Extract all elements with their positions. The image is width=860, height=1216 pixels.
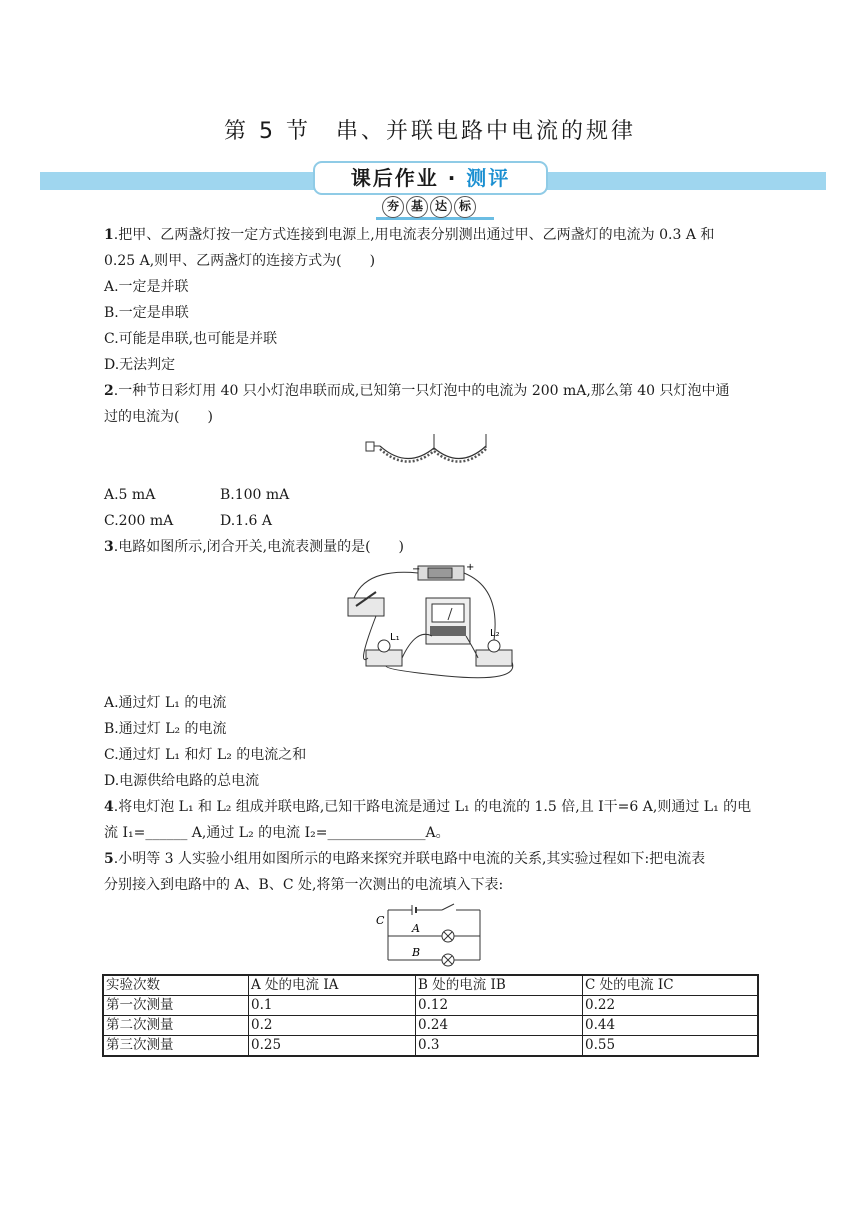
q4-number: 4 xyxy=(104,799,114,815)
q1-option-c: C.可能是串联,也可能是并联 xyxy=(104,331,278,347)
data-table xyxy=(102,974,759,1057)
q1-number: 1 xyxy=(104,227,114,243)
table-header: A 处的电流 IA xyxy=(249,975,416,996)
q5-text xyxy=(104,849,705,869)
q3-text xyxy=(104,537,404,557)
q4-line1: .将电灯泡 L₁ 和 L₂ 组成并联电路,已知干路电流是通过 L₁ 的电流的 1.5 倍,且 I干=6 A,则通过 L₁ 的电 xyxy=(113,799,752,815)
circuit-photo-figure xyxy=(326,558,522,688)
string-lights-figure xyxy=(362,430,496,474)
battery-minus-label: − xyxy=(412,564,421,575)
q2-option-b: B.100 mA xyxy=(220,487,290,503)
label-b: B xyxy=(412,946,421,959)
q5-number: 5 xyxy=(104,851,114,867)
q1-option-d: D.无法判定 xyxy=(104,357,176,373)
q1-line1: .把甲、乙两盏灯按一定方式连接到电源上,用电流表分别测出通过甲、乙两盏灯的电流为 0.3 A 和 xyxy=(113,227,715,243)
banner-label-highlight: 测评 xyxy=(466,166,511,190)
q1-text xyxy=(104,225,714,245)
table-row xyxy=(103,1016,758,1036)
badge: 标 xyxy=(454,196,476,218)
q2-number: 2 xyxy=(104,383,114,399)
q3-option-a: A.通过灯 L₁ 的电流 xyxy=(104,695,227,711)
battery-plus-label: + xyxy=(466,562,475,573)
banner-label: 课后作业 · xyxy=(350,166,467,190)
table-header-row xyxy=(103,975,758,996)
q3-option-c: C.通过灯 L₁ 和灯 L₂ 的电流之和 xyxy=(104,747,307,763)
q2-text xyxy=(104,381,730,401)
q1-option-b: B.一定是串联 xyxy=(104,305,189,321)
l2-label: L₂ xyxy=(490,628,500,639)
q5-line2: 分别接入到电路中的 A、B、C 处,将第一次测出的电流填入下表: xyxy=(104,877,504,893)
page-title: 第 5 节 串、并联电路中电流的规律 xyxy=(224,119,636,144)
l1-label: L₁ xyxy=(390,632,400,643)
q3-line1: .电路如图所示,闭合开关,电流表测量的是( ) xyxy=(113,539,405,555)
badge: 夯 xyxy=(382,196,404,218)
q3-option-d: D.电源供给电路的总电流 xyxy=(104,773,260,789)
badge: 达 xyxy=(430,196,452,218)
table-cell: 0.22 xyxy=(583,996,759,1016)
badge: 基 xyxy=(406,196,428,218)
table-cell: 0.3 xyxy=(416,1036,583,1057)
table-cell: 第三次测量 xyxy=(103,1036,249,1057)
q4-line2: 流 I₁=______ A,通过 L₂ 的电流 I₂=______________A。 xyxy=(104,825,450,841)
table-header: 实验次数 xyxy=(103,975,249,996)
q5-line1: .小明等 3 人实验小组用如图所示的电路来探究并联电路中电流的关系,其实验过程如下:把电流表 xyxy=(113,851,706,867)
table-cell: 0.12 xyxy=(416,996,583,1016)
q4-text xyxy=(104,797,751,817)
q2-line2: 过的电流为( ) xyxy=(104,409,213,425)
table-cell: 0.1 xyxy=(249,996,416,1016)
table-header: C 处的电流 IC xyxy=(583,975,759,996)
table-cell: 0.2 xyxy=(249,1016,416,1036)
q1-option-a: A.一定是并联 xyxy=(104,279,189,295)
q1-line2: 0.25 A,则甲、乙两盏灯的连接方式为( ) xyxy=(104,253,376,269)
q2-option-a: A.5 mA xyxy=(104,487,156,503)
q3-option-b: B.通过灯 L₂ 的电流 xyxy=(104,721,227,737)
q2-option-d: D.1.6 A xyxy=(220,513,273,529)
q2-option-c: C.200 mA xyxy=(104,513,174,529)
q2-line1: .一种节日彩灯用 40 只小灯泡串联而成,已知第一只灯泡中的电流为 200 mA,那么第 40 只灯泡中通 xyxy=(113,383,730,399)
table-row xyxy=(103,996,758,1016)
parallel-circuit-figure xyxy=(374,902,486,968)
label-a: A xyxy=(412,922,420,935)
table-row xyxy=(103,1036,758,1057)
table-cell: 第一次测量 xyxy=(103,996,249,1016)
table-cell: 0.24 xyxy=(416,1016,583,1036)
table-cell: 0.44 xyxy=(583,1016,759,1036)
section-banner xyxy=(313,161,548,195)
q3-number: 3 xyxy=(104,539,114,555)
table-header: B 处的电流 IB xyxy=(416,975,583,996)
table-cell: 0.25 xyxy=(249,1036,416,1057)
label-c: C xyxy=(376,914,385,927)
table-cell: 0.55 xyxy=(583,1036,759,1057)
table-cell: 第二次测量 xyxy=(103,1016,249,1036)
badge-row xyxy=(382,196,476,218)
